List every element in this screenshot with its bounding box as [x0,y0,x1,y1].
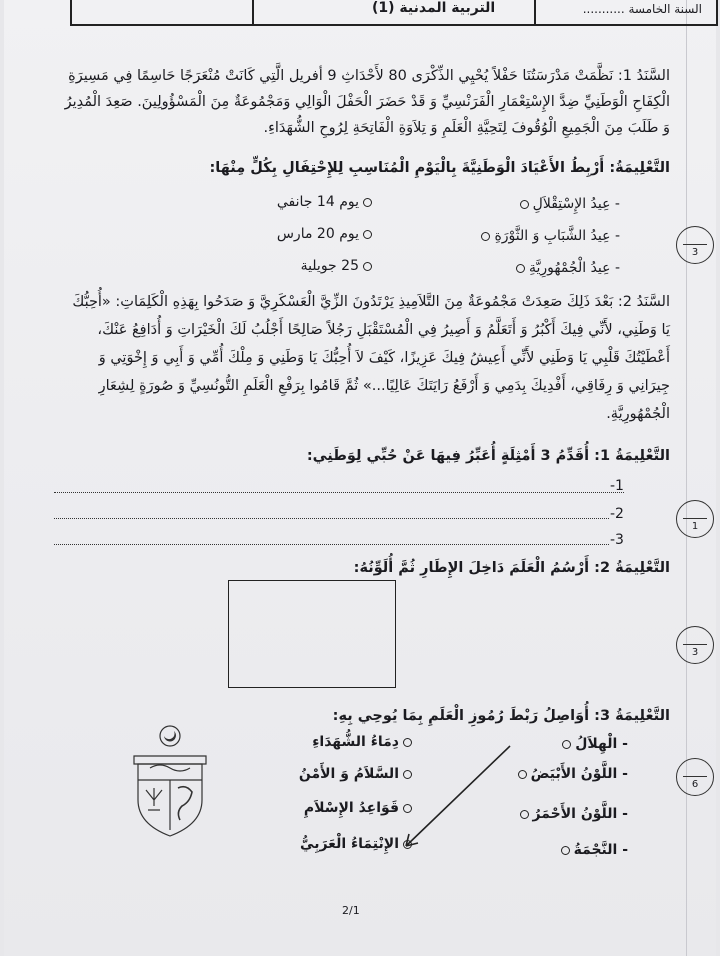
date-label: 25 جويلية [300,258,359,274]
support-1-line-3: وَ طَلَبَ مِنَ الْجَمِيعِ الْوُقُوفَ لِتَحِيَّةِ الْعَلَمِ وَ تِلاَوَةِ الْفَاتِحَةِ لِرُوحِ الشُّهَدَاءِ. [263,120,670,136]
answer-number-1: -1 [610,478,624,494]
holiday-label: - عِيدُ الإِسْتِقْلاَلِ [532,196,620,212]
match-dot[interactable] [561,846,570,855]
score-denominator: 1 [691,521,699,532]
answer-number-2: -2 [610,506,624,522]
meaning-label: قَوَاعِدُ الإِسْلاَمِ [303,800,399,816]
match-dot[interactable] [562,740,571,749]
symbol-star[interactable] [557,842,628,858]
date-label: يوم 20 مارس [276,226,359,242]
answer-line-2[interactable] [54,518,609,519]
holiday-republic[interactable] [512,260,620,276]
score-circle-task2-1 [676,500,714,538]
subject-title: التربية المدنية (1) [372,0,496,16]
symbol-white[interactable] [514,766,628,782]
support-2-line-4: جِيرَانِي وَ رِفَاقِي، أَفْدِيكَ بِدَمِي وَ أَرْفَعُ رَايَتَكَ عَالِيًا...» ثُمَّ قَامُوا بِرَفْعِ الْعَلَمِ التُّونُسِيِّ وَ صُورَةٍ لِشِعَارِ [98,378,670,394]
score-circle-task1 [676,226,714,264]
date-jan-14[interactable] [277,194,376,210]
meaning-label: السَّلاَمُ وَ الأَمْنُ [298,766,399,782]
answer-number-3: -3 [610,532,624,548]
task-2-2-instruction: التَّعْلِيمَةُ 2: أَرْسُمُ الْعَلَمَ دَاخِلَ الإِطَارِ ثُمَّ أُلَوِّنُهُ: [353,560,670,576]
match-dot[interactable] [363,198,372,207]
score-circle-task2-3 [676,758,714,796]
symbol-red[interactable] [516,806,628,822]
support-2-line-2: يَا وَطَنِي، لأَنِّي فِيكَ أَكْبُرُ وَ أَتَعَلَّمُ وَ أَصِيرُ فِي الْمُسْتَقْبَلِ رَجُلاً صَالِحًا أَجْلُبُ لَكَ الْخَيْرَاتِ وَ أُدَافِعُ عَنْكَ، [97,322,670,338]
task-2-1-instruction: التَّعْلِيمَةُ 1: أُقَدِّمُ 3 أَمْثِلَةٍ أُعَبِّرُ فِيهَا عَنْ حُبِّي لِوَطَنِي: [306,448,670,464]
meaning-label: الإِنْتِمَاءُ الْعَرَبِيُّ [300,836,399,852]
task-1-instruction: التَّعْلِيمَةُ: أَرْبِطُ الأَعْيَادَ الْوَطَنِيَّةَ بِالْيَوْمِ الْمُنَاسِبِ لِلإِحْتِفَالِ بِكُلٍّ مِنْهَا: [209,160,670,176]
holiday-label: - عِيدُ الشَّبَابِ وَ الثَّوْرَةِ [494,228,620,244]
score-denominator: 3 [691,647,699,658]
holiday-youth[interactable] [477,228,620,244]
symbol-crescent[interactable] [558,736,628,752]
answer-line-1[interactable] [54,492,624,493]
support-1-line-1: السَّنَدُ 1: نَظَّمَتْ مَدْرَسَتُنَا حَفْلاً يُحْيِي الذِّكْرَى 80 لأَحْدَاثِ 9 أفريل الَّتِي كَانَتْ مُنْعَرَجًا حَاسِمًا فِي مَسِيرَةِ [68,68,670,84]
date-label: يوم 14 جانفي [276,194,359,210]
symbol-label: - اللَّوْنُ الأَحْمَرُ [532,806,628,822]
symbol-label: - اللَّوْنُ الأَبْيَضُ [530,766,628,782]
tunisia-coat-of-arms [124,722,216,840]
support-2-line-1: السَّنَدُ 2: بَعْدَ ذَلِكَ صَعِدَتْ مَجْمُوعَةٌ مِنَ التَّلاَمِيذِ يَرْتَدُونَ الزِّيَّ الْعَسْكَرِيَّ وَ صَدَحُوا بِهَذِهِ الْكَلِمَاتِ: «أُحِبُّكَ [72,294,670,310]
support-1-line-2: الْكِفَاحِ الْوَطَنِيِّ ضِدَّ الإِسْتِعْمَارِ الْفَرَنْسِيِّ وَ قَدْ حَضَرَ الْحَفْلَ الْوَالِي وَمَجْمُوعَةٌ مِنَ الْمَسْؤُولِينَ. صَعِدَ الْمُدِيرُ [64,94,670,110]
holiday-label: - عِيدُ الْجُمْهُورِيَّةِ [528,260,620,276]
task-2-3-instruction: التَّعْلِيمَةُ 3: أُوَاصِلُ رَبْطَ رُمُوزِ الْعَلَمِ بِمَا يُوحِي بِهِ: [332,708,670,724]
match-dot[interactable] [363,230,372,239]
answer-line-3[interactable] [54,544,609,545]
score-denominator: 3 [691,247,699,258]
meaning-label: دِمَاءُ الشُّهَدَاءِ [312,734,399,750]
date-jul-25[interactable] [301,258,376,274]
drawn-connection-line [384,738,524,858]
flag-drawing-box[interactable] [228,580,396,688]
date-mar-20[interactable] [277,226,376,242]
score-circle-task2-2 [676,626,714,664]
header-table [70,0,718,26]
match-dot[interactable] [520,200,529,209]
match-dot[interactable] [363,262,372,271]
header-divider-right [534,0,536,24]
symbol-label: - النَّجْمَةُ [573,842,628,858]
header-divider-left [252,0,254,24]
score-denominator: 6 [691,779,699,790]
support-2-line-3: أَعْطَيْتُكَ قَلْبِي يَا وَطَنِي لأَنِّي أَعِيشُ فِيكَ عَزِيزًا، كَيْفَ لاَ أُحِبُّكَ يَا وَطَنِي وَ مِلْكَ أُمِّي وَ أَبِي وَ إِخْوَتِي وَ [98,350,670,366]
support-2-line-5: الْجُمْهُورِيَّةِ. [606,406,670,422]
grade-level: السنة الخامسة ........... [582,2,702,16]
match-dot[interactable] [481,232,490,241]
page-number: 2/1 [342,904,360,917]
exam-sheet [4,0,716,956]
holiday-independence[interactable] [516,196,620,212]
match-dot[interactable] [516,264,525,273]
margin-line [686,0,687,956]
symbol-label: - الْهِلاَلُ [575,736,628,752]
